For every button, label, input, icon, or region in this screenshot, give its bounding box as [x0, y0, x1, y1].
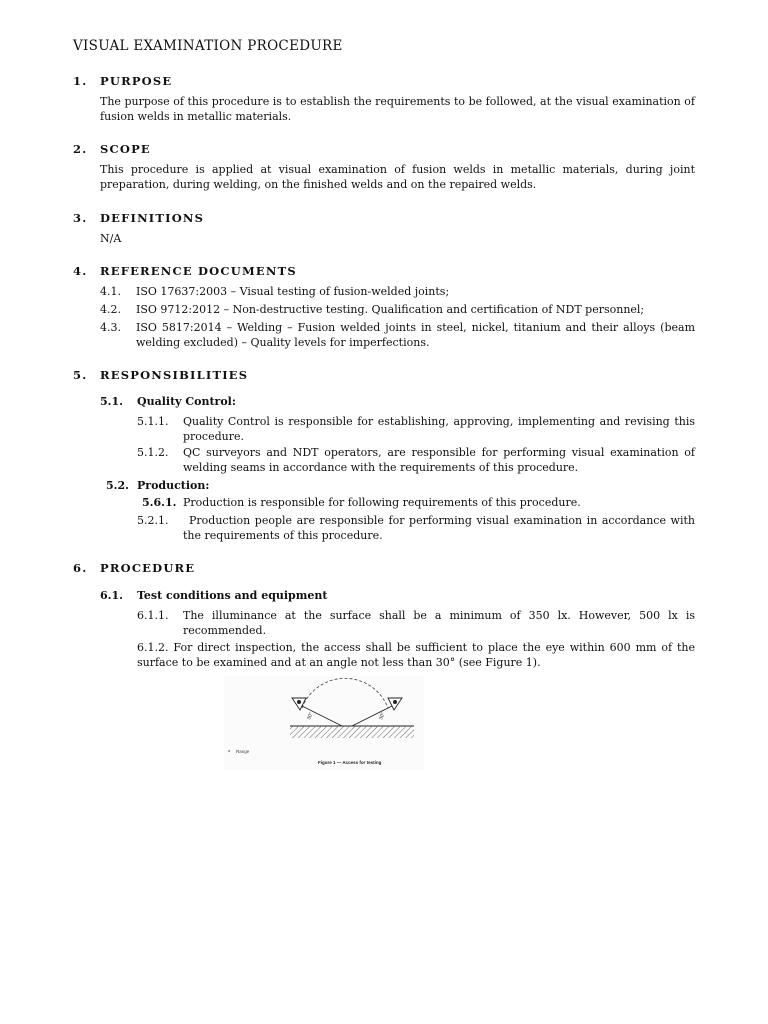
scope-text: This procedure is applied at visual examination of fusion welds in metallic materials, during joint preparation, during welding, on the finished welds and on the repaired welds.	[100, 163, 695, 191]
subsection-heading-quality-control	[100, 395, 236, 408]
section-heading-procedure	[73, 561, 195, 575]
section-number: 5.	[73, 368, 88, 382]
item-number: 5.2.1.	[137, 514, 169, 527]
section-heading-references	[73, 264, 297, 278]
reference-number: 4.2.	[100, 303, 121, 316]
reference-text: ISO 5817:2014 – Welding – Fusion welded joints in steel, nickel, titanium and their alloys (beam welding excluded) – Quality levels for imperfections.	[136, 321, 695, 349]
angle-label: 30°	[306, 711, 315, 721]
figure-caption: Figure 1 — Access for testing	[318, 760, 382, 765]
section-title: PROCEDURE	[100, 561, 196, 575]
angle-label: 30°	[378, 711, 387, 721]
document-title: VISUAL EXAMINATION PROCEDURE	[73, 38, 343, 54]
section-title: DEFINITIONS	[100, 211, 205, 225]
purpose-text: The purpose of this procedure is to establish the requirements to be followed, at the visual examination of fusion welds in metallic materials.	[100, 95, 695, 123]
reference-item	[100, 285, 695, 300]
key-marker: a	[228, 748, 231, 753]
section-number: 6.	[73, 561, 88, 575]
section-heading-scope	[73, 142, 151, 156]
reference-number: 4.3.	[100, 321, 121, 334]
list-item	[137, 446, 695, 475]
item-text: Quality Control is responsible for establishing, approving, implementing and revising this procedure.	[183, 415, 695, 443]
list-item	[137, 514, 695, 543]
subsection-number: 5.1.	[100, 395, 123, 408]
reference-text: ISO 9712:2012 – Non-destructive testing. Qualification and certification of NDT personnel;	[136, 303, 645, 316]
item-text: QC surveyors and NDT operators, are responsible for performing visual examination of welding seams in accordance with the requirements of this procedure.	[183, 446, 695, 474]
section-heading-purpose	[73, 74, 172, 88]
definitions-text: N/A	[100, 232, 122, 245]
section-number: 1.	[73, 74, 88, 88]
subsection-heading-test-conditions	[100, 589, 327, 602]
figure-access-for-testing	[224, 676, 424, 770]
item-number: 6.1.1.	[137, 609, 169, 622]
list-item	[137, 415, 695, 444]
eye-pupil-right	[393, 700, 397, 704]
item-text: Production is responsible for following requirements of this procedure.	[183, 496, 581, 509]
item-text: The illuminance at the surface shall be a minimum of 350 lx. However, 500 lx is recommended.	[183, 609, 695, 637]
item-text: Production people are responsible for performing visual examination in accordance with the requirements of this procedure.	[183, 514, 695, 542]
section-heading-responsibilities	[73, 368, 248, 382]
subsection-heading-production	[106, 479, 209, 492]
reference-text: ISO 17637:2003 – Visual testing of fusion-welded joints;	[136, 285, 450, 298]
subsection-title: Production:	[137, 479, 210, 492]
section-number: 2.	[73, 142, 88, 156]
reference-item	[100, 303, 695, 318]
section-title: REFERENCE DOCUMENTS	[100, 264, 297, 278]
item-number: 6.1.2.	[137, 641, 169, 654]
figure-diagram	[224, 676, 424, 770]
workpiece	[290, 726, 414, 738]
eye-pupil-left	[297, 700, 301, 704]
item-number: 5.1.1.	[137, 415, 169, 428]
sight-line-right	[352, 706, 392, 726]
subsection-title: Quality Control:	[137, 395, 236, 408]
item-text: For direct inspection, the access shall be sufficient to place the eye within 600 mm of the surface to be examined and at an angle not less than 30° (see Figure 1).	[137, 641, 695, 669]
list-item	[137, 641, 695, 670]
subsection-number: 6.1.	[100, 589, 123, 602]
section-heading-definitions	[73, 211, 204, 225]
section-title: PURPOSE	[100, 74, 173, 88]
reference-number: 4.1.	[100, 285, 121, 298]
key-text: Range	[236, 749, 250, 754]
range-arc	[302, 678, 388, 708]
section-number: 4.	[73, 264, 88, 278]
list-item	[137, 496, 695, 511]
subsection-number: 5.2.	[106, 479, 129, 492]
section-title: SCOPE	[100, 142, 151, 156]
subsection-title: Test conditions and equipment	[137, 589, 328, 602]
reference-item	[100, 321, 695, 350]
section-title: RESPONSIBILITIES	[100, 368, 249, 382]
item-number: 5.6.1.	[142, 496, 177, 509]
item-number: 5.1.2.	[137, 446, 169, 459]
list-item	[137, 609, 695, 638]
section-number: 3.	[73, 211, 88, 225]
